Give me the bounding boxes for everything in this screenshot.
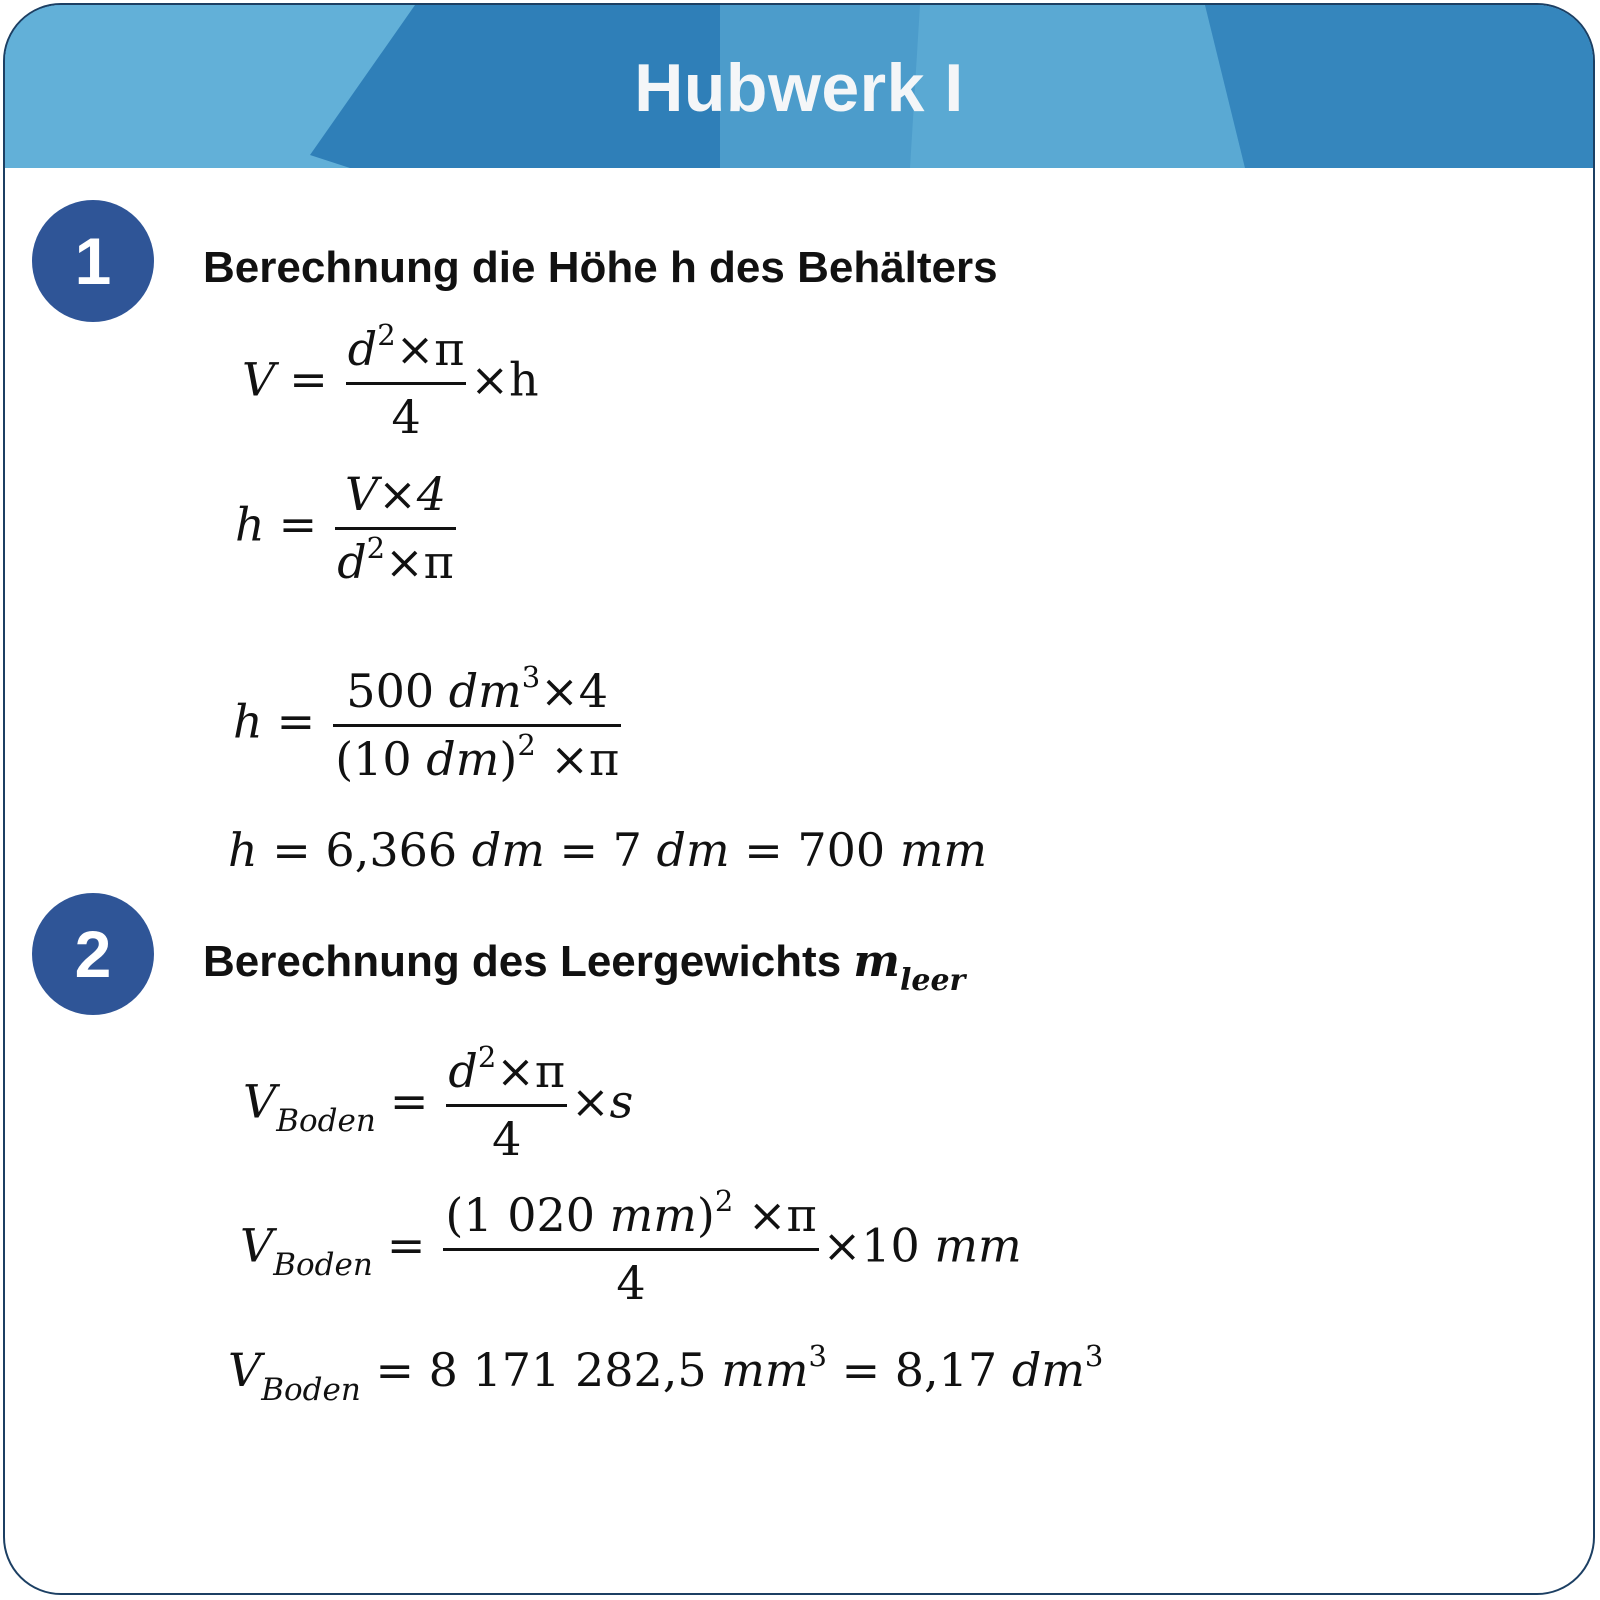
exponent: 2 — [366, 530, 386, 565]
exponent: 3 — [521, 660, 541, 694]
denominator: 4 — [446, 1104, 567, 1166]
num-rest: ×π — [733, 1188, 817, 1242]
unit: dm — [656, 823, 730, 877]
unit: mm — [934, 1218, 1022, 1273]
result-part: = 8,17 — [826, 1343, 1012, 1397]
fraction — [443, 1184, 818, 1310]
num-var: d — [347, 322, 378, 376]
num-value: (1 020 — [445, 1188, 610, 1242]
unit: mm — [721, 1343, 809, 1397]
exponent: 3 — [808, 1339, 827, 1373]
equation-height-substituted — [233, 660, 625, 786]
exponent: 2 — [714, 1184, 734, 1218]
num-var: d — [448, 1044, 478, 1098]
result-part: = 7 — [544, 823, 657, 877]
fraction — [446, 1040, 567, 1166]
den-value: (10 — [335, 731, 427, 786]
den-rest: ×π — [385, 534, 454, 589]
eq-sign: = — [289, 352, 328, 407]
exponent: 2 — [477, 1040, 497, 1074]
result-part: = 6,366 — [257, 823, 472, 877]
unit: dm — [471, 823, 545, 877]
unit: mm — [899, 823, 988, 877]
fraction — [333, 660, 621, 786]
unit: dm — [1011, 1343, 1085, 1397]
num-rest: ×π — [496, 1044, 566, 1098]
equation-bottom-volume-result — [228, 1339, 1104, 1408]
eq-lhs: V — [242, 352, 276, 407]
den-rest: ×π — [535, 731, 620, 786]
solution-card — [3, 3, 1595, 1595]
eq-tail-op: × — [571, 1074, 610, 1129]
eq-lhs: h — [235, 497, 265, 552]
subscript: Boden — [261, 1372, 361, 1408]
heading-text: Berechnung des Leergewichts — [203, 937, 854, 986]
num-rest: ×4 — [540, 664, 609, 718]
eq-lhs: h — [228, 823, 258, 877]
eq-lhs: V — [243, 1074, 277, 1129]
eq-sign: = — [278, 497, 318, 552]
denominator: 4 — [443, 1248, 818, 1310]
den-var: d — [337, 534, 367, 589]
step-badge-2: 2 — [32, 893, 154, 1015]
eq-tail-var: s — [609, 1074, 634, 1129]
num-unit: mm — [609, 1188, 697, 1242]
eq-lhs: V — [240, 1218, 274, 1273]
num-unit: dm — [448, 664, 522, 718]
page-title: Hubwerk I — [634, 50, 964, 126]
denominator: 4 — [346, 382, 467, 444]
eq-tail: ×h — [470, 352, 539, 407]
equation-bottom-volume-formula — [243, 1040, 634, 1166]
equation-height-result — [228, 823, 987, 877]
exponent: 2 — [377, 318, 396, 352]
eq-tail: ×10 — [822, 1218, 935, 1273]
heading-subscript: leer — [899, 963, 966, 998]
eq-lhs: h — [233, 694, 263, 749]
eq-lhs: V — [228, 1343, 262, 1397]
num-rest: ×π — [395, 322, 465, 376]
equation-bottom-volume-substituted — [240, 1184, 1022, 1310]
fraction — [346, 318, 467, 444]
equation-height-formula — [235, 468, 460, 589]
result-part: = 700 — [729, 823, 900, 877]
section-heading-1: Berechnung die Höhe h des Behälters — [203, 243, 998, 292]
header-banner — [5, 5, 1593, 168]
step-badge-1: 1 — [32, 200, 154, 322]
eq-sign: = — [386, 1218, 426, 1273]
den-paren: ) — [499, 731, 518, 786]
subscript: Boden — [276, 1103, 376, 1140]
exponent: 3 — [1084, 1339, 1104, 1373]
eq-sign: = — [276, 694, 316, 749]
subscript: Boden — [273, 1247, 373, 1284]
exponent: 2 — [517, 727, 536, 762]
result-part: = 8 171 282,5 — [360, 1343, 722, 1397]
num-paren: ) — [696, 1188, 715, 1242]
den-unit: dm — [426, 731, 500, 786]
equation-volume-formula — [242, 318, 539, 444]
eq-sign: = — [389, 1074, 429, 1129]
numerator: V×4 — [345, 467, 447, 521]
fraction — [335, 468, 456, 589]
section-heading-2 — [203, 936, 966, 998]
heading-variable: m — [853, 936, 900, 987]
num-value: 500 — [346, 664, 449, 718]
